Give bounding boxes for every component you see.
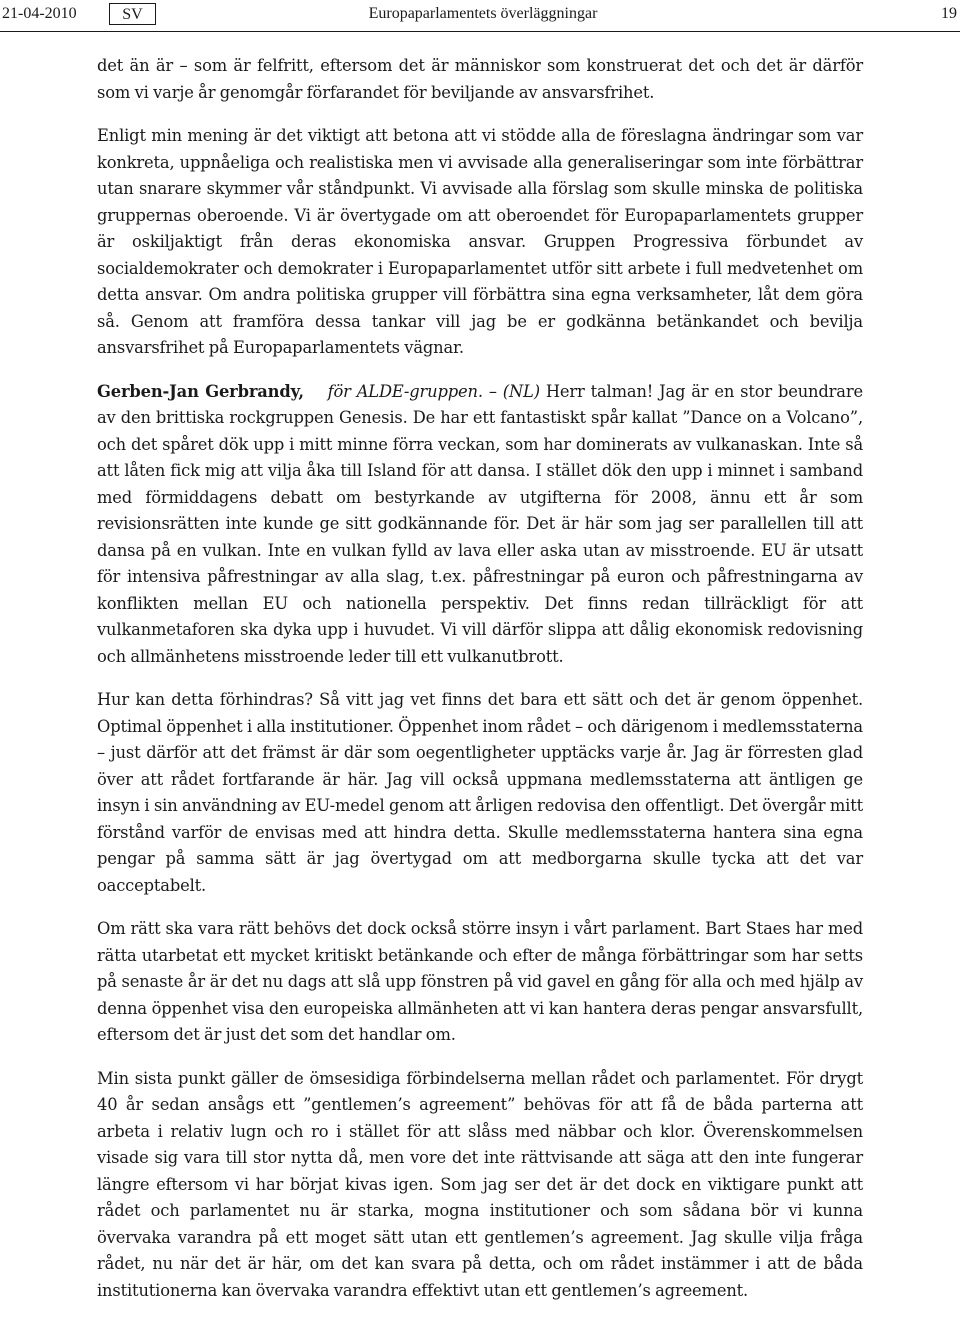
debate-text — [97, 53, 863, 1321]
speaker-language: – (NL) — [488, 381, 540, 401]
header-title: Europaparlamentets överläggningar — [368, 5, 598, 22]
paragraph-6: Min sista punkt gäller de ömsesidiga förbindelserna mellan rådet och parlamentet. För drygt 40 år sedan ansågs ett ”gentlemen’s agreement” behövas för att få de båda parterna att arbeta i relativ lugn och ro i stället för att slåss med näbbar och klor. Överenskommelsen visade sig vara till stor nytta då, men vore det inte rättvisande att säga att den inte fungerar längre eftersom vi har börjat kivas igen. Som jag ser det är det dock en viktigare punkt att rådet och parlamentet nu är starka, mogna institutioner och som sådana bör vi kunna övervaka varandra på ett moget sätt utan ett gentlemen’s agreement. Jag skulle vilja fråga rådet, nu när det är här, om det kan svara på detta, och om rådet instämmer i att de båda institutionerna kan övervaka varandra effektivt utan ett gentlemen’s agreement. — [97, 1068, 863, 1300]
speaker-paragraph — [97, 379, 863, 671]
paragraph-4: Hur kan detta förhindras? Så vitt jag vet finns det bara ett sätt och det är genom öppenhet. Optimal öppenhet i alla institutioner. Öppenhet inom rådet – och därigenom i medlemsstaterna – just därför att det främst är där som oegentligheter upptäcks varje år. Jag är förresten glad över att rådet fortfarande är här. Jag vill också uppmana medlemsstaterna att äntligen ge insyn i sin användning av EU-medel genom att årligen redovisa den offentligt. Det övergår mitt förstånd varför de envisas med att hindra detta. Skulle medlemsstaterna hantera sina egna pengar på samma sätt är jag övertygad om att medborgarna skulle tycka att det var oacceptabelt. — [97, 690, 863, 895]
header-date: 21-04-2010 — [2, 5, 77, 22]
speech-text: Herr talman! Jag är en stor beundrare av den brittiska rockgruppen Genesis. De har ett fantastiskt spår kallat ”Dance on a Volcano”, och det spåret dök upp i mitt minne förra veckan, som har dominerats av vulkanaskan. Inte så att låten fick mig att vilja åka till Island för att dansa. I stället dök den upp i minnet i samband med förmiddagens debatt om bestyrkande av utgifterna för 2008, ännu ett år som revisionsrätten inte kunde ge sitt godkännande för. Det är här som jag ser parallellen till att dansa på en vulkan. Inte en vulkan fylld av lava eller aska utan av misstroende. EU är utsatt för intensiva påfrestningar av alla slag, t.ex. påfrestningar på euron och påfrestningarna av konflikten mellan EU och nationella perspektiv. Det finns redan tillräckligt för att vulkanmetaforen ska dyka upp i huvudet. Vi vill därför slippa att dålig ekonomisk redovisning och allmänhetens misstroende leder till ett vulkanutbrott. — [97, 381, 863, 666]
speaker-affiliation: för ALDE-gruppen. — [327, 381, 483, 401]
speaker-name: Gerben-Jan Gerbrandy, — [97, 381, 304, 401]
page-header — [0, 0, 960, 31]
paragraph-1: det än är – som är felfritt, eftersom det är människor som konstruerat det och det är därför som vi varje år genomgår förfarandet för beviljande av ansvarsfrihet. — [97, 56, 863, 102]
header-page-number: 19 — [941, 5, 957, 22]
paragraph-5: Om rätt ska vara rätt behövs det dock också större insyn i vårt parlament. Bart Staes har med rätta utarbetat ett mycket kritiskt betänkande och efter de många förbättringar som har setts på senaste år är det nu dags att slå upp fönstren på vid gavel en gång för alla och med hjälp av denna öppenhet visa den europeiska allmänheten att vi kan hantera deras pengar ansvarsfullt, eftersom det är just det som det handlar om. — [97, 919, 863, 1044]
header-language-box: SV — [109, 3, 156, 25]
paragraph-2: Enligt min mening är det viktigt att betona att vi stödde alla de föreslagna ändringar som var konkreta, uppnåeliga och realistiska men vi avvisade alla generaliseringar som inte förbättrar utan snarare skymmer vår ståndpunkt. Vi avvisade alla förslag som skulle minska de politiska gruppernas oberoende. Vi är övertygade om att oberoendet för Europaparlamentets grupper är oskiljaktigt från deras ekonomiska ansvar. Gruppen Progressiva förbundet av socialdemokrater och demokrater i Europaparlamentet utför sitt arbete i full medvetenhet om detta ansvar. Om andra politiska grupper vill förbättra sina egna verksamheter, låt dem göra så. Genom att framföra dessa tankar vill jag be er godkänna betänkandet och bevilja ansvarsfrihet på Europaparlamentets vägnar. — [97, 126, 863, 357]
header-divider — [0, 31, 960, 32]
